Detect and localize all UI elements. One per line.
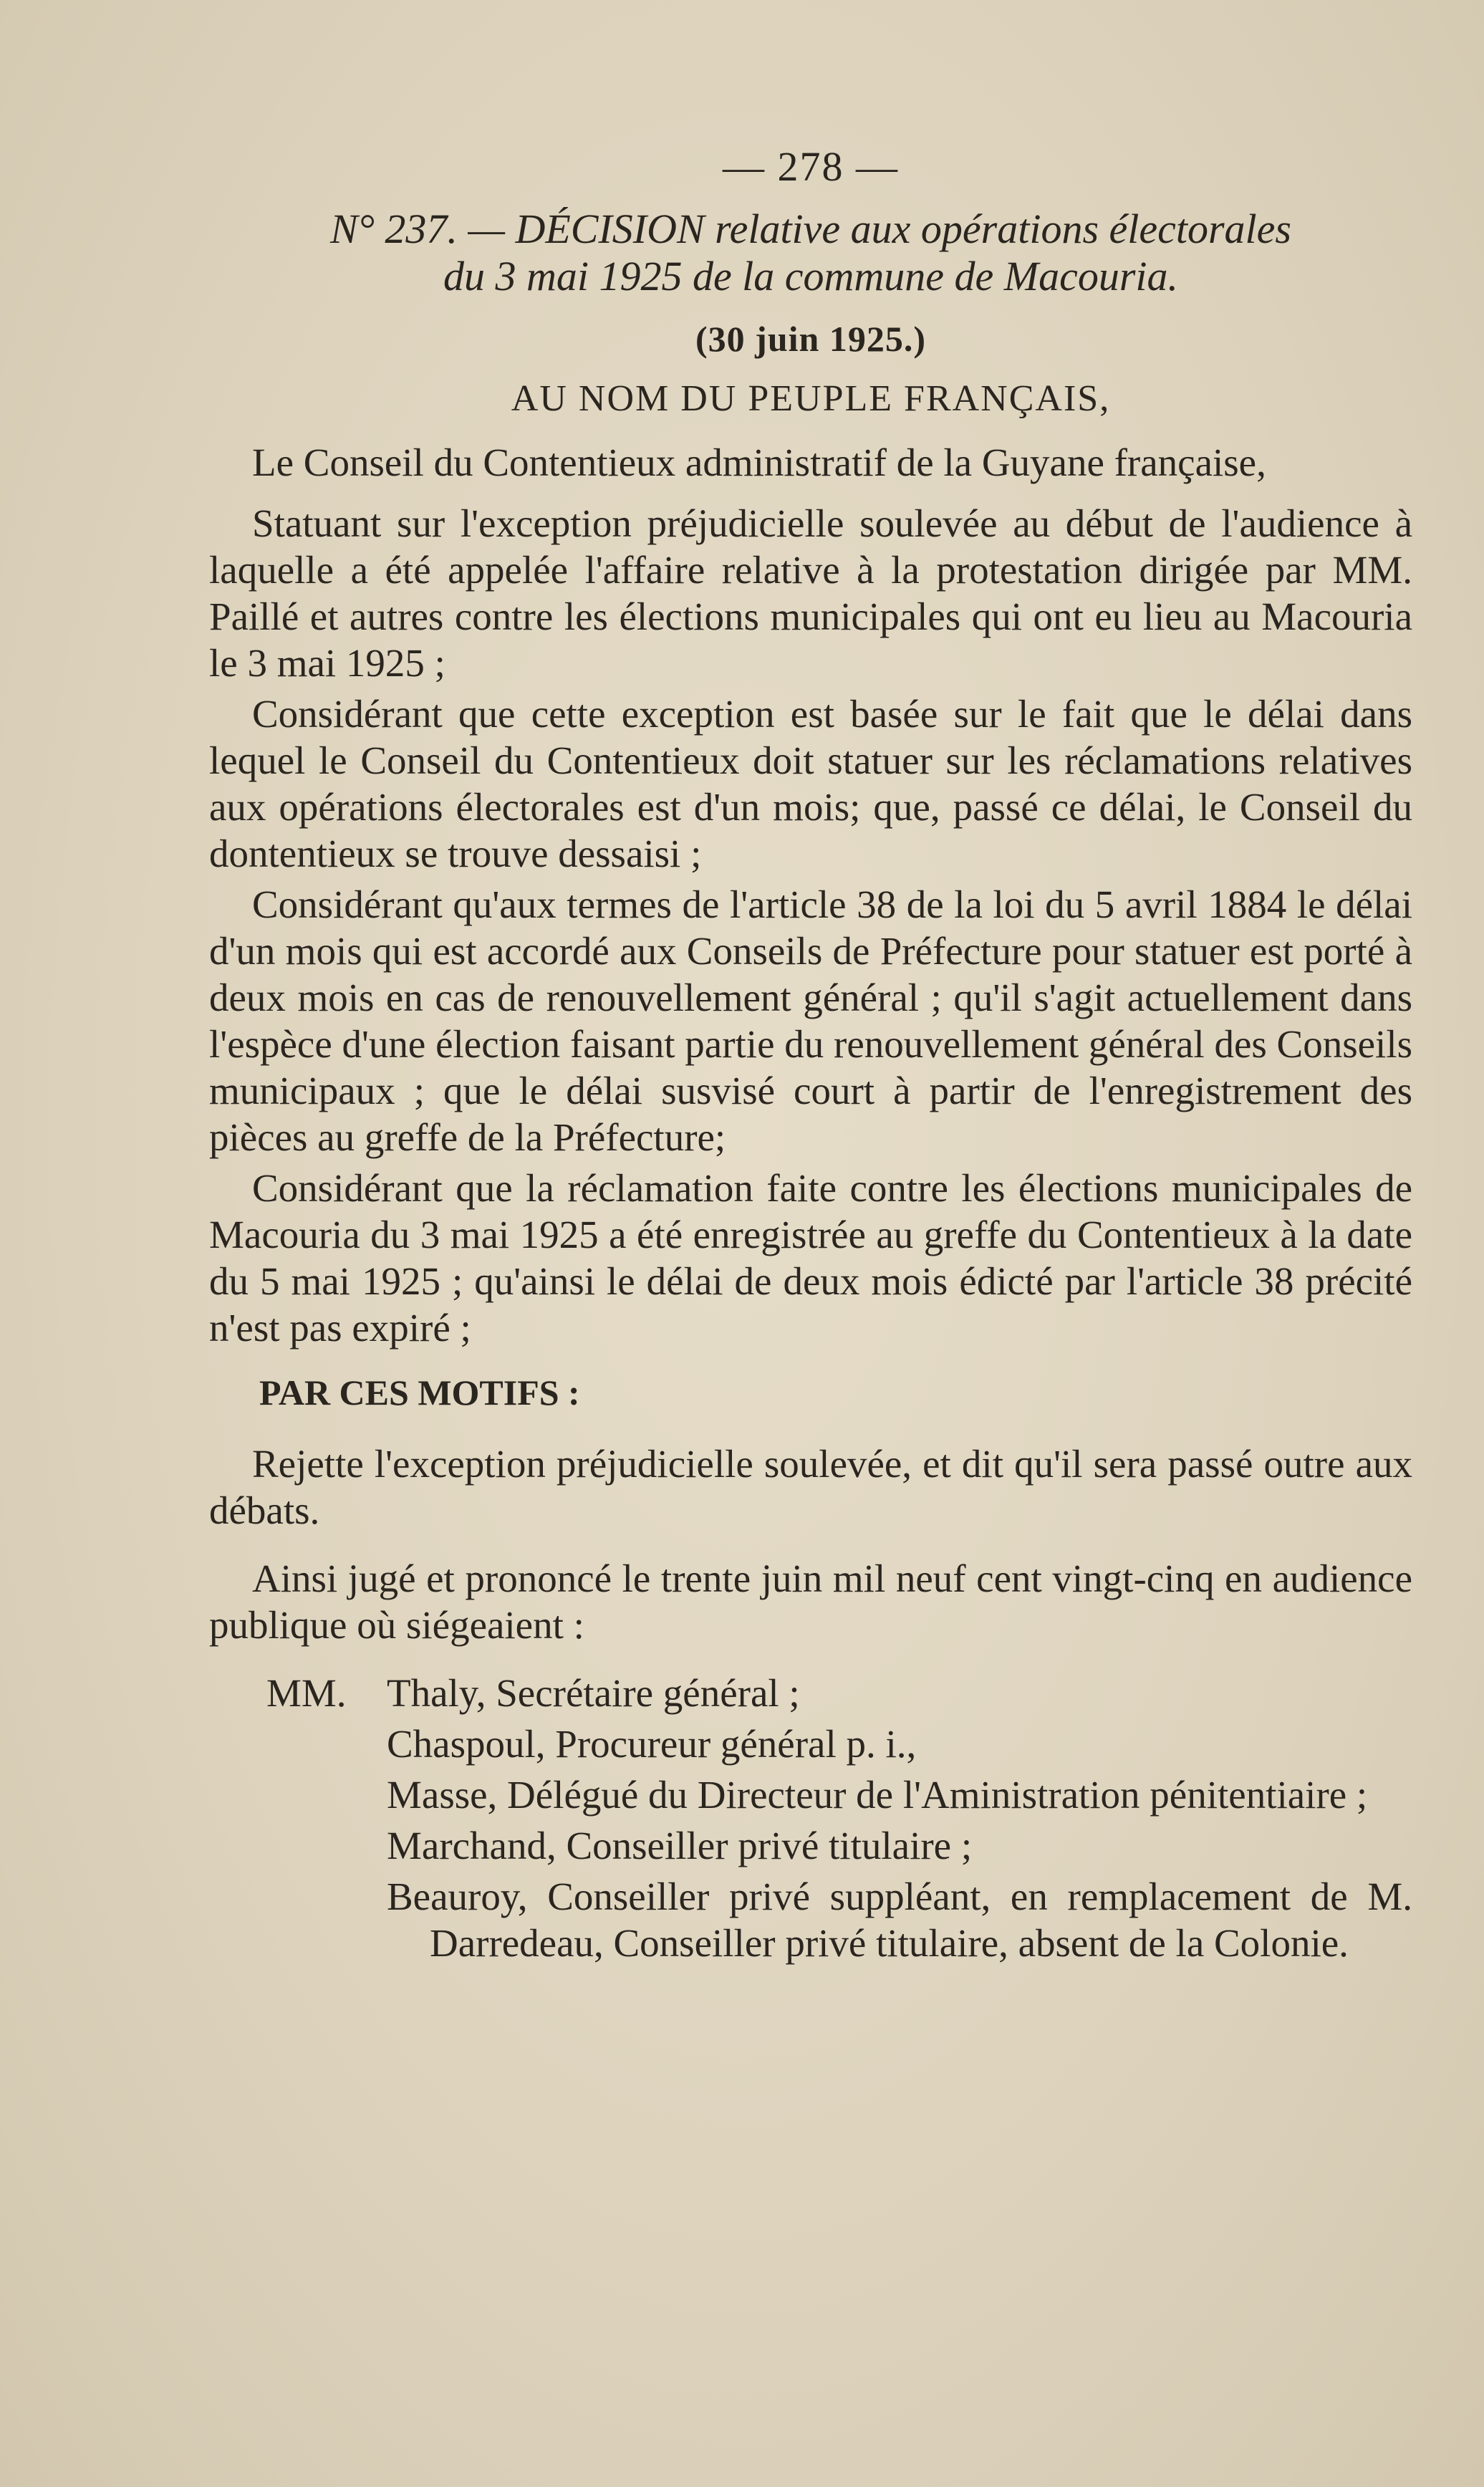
member-item: Thaly, Secrétaire général ; <box>387 1671 800 1715</box>
par-ces-motifs: PAR CES MOTIFS : <box>259 1372 580 1413</box>
paragraph-considerant-3: Considérant que la réclamation faite contre les élections municipales de Macouria du 3 mai 1925 a été enregistrée au greffe du Contentieux à la date du 5 mai 1925 ; qu'ainsi le délai de deux mois édicté par l'article 38 précité n'est pas expiré ; <box>209 1166 1412 1350</box>
heading-line-1: N° 237. — DÉCISION relative aux opérations électorales <box>330 206 1291 252</box>
intro-paragraph: Le Conseil du Contentieux administratif de la Guyane française, <box>252 441 1266 484</box>
decision-date: (30 juin 1925.) <box>695 319 926 359</box>
member-item: Chaspoul, Procureur général p. i., <box>387 1722 917 1766</box>
member-item: Masse, Délégué du Directeur de l'Aministration pénitentiaire ; <box>387 1773 1368 1817</box>
members-block <box>209 1670 1412 1971</box>
members-list <box>387 1670 1412 1971</box>
member-item: Marchand, Conseiller privé titulaire ; <box>387 1824 973 1867</box>
paragraph-considerant-1: Considérant que cette exception est basée sur le fait que le délai dans lequel le Conseil du Contentieux doit statuer sur les réclamations relatives aux opérations électorales est d'un mois; que, passé ce délai, le Conseil du dontentieux se trouve dessaisi ; <box>209 692 1412 875</box>
decision-paragraph: Rejette l'exception préjudicielle soulevée, et dit qu'il sera passé outre aux débats. <box>209 1442 1412 1532</box>
heading-line-2: du 3 mai 1925 de la commune de Macouria. <box>443 253 1179 299</box>
member-item: Beauroy, Conseiller privé suppléant, en remplacement de M. Darredeau, Conseiller privé titulaire, absent de la Colonie. <box>387 1875 1412 1965</box>
page-number: — 278 — <box>723 143 899 190</box>
paragraph-considerant-2: Considérant qu'aux termes de l'article 38 de la loi du 5 avril 1884 le délai d'un mois qui est accordé aux Conseils de Préfecture pour statuer est porté à deux mois en cas de renouvellement général ; qu'il s'agit actuellement dans l'espèce d'une élection faisant partie du renouvellement général des Conseils municipaux ; que le délai susvisé court à partir de l'enregistrement des pièces au greffe de la Préfecture; <box>209 882 1412 1159</box>
members-label: MM. <box>266 1671 347 1715</box>
paragraph-statuant: Statuant sur l'exception préjudicielle soulevée au début de l'audience à laquelle a été appelée l'affaire relative à la protestation dirigée par MM. Paillé et autres contre les élections municipales qui ont eu lieu au Macouria le 3 mai 1925 ; <box>209 501 1412 685</box>
banner-au-nom-du-peuple: AU NOM DU PEUPLE FRANÇAIS, <box>511 378 1111 419</box>
page-content <box>209 143 1412 1971</box>
closing-paragraph: Ainsi jugé et prononcé le trente juin mil neuf cent vingt-cinq en audience publique où siégeaient : <box>209 1557 1412 1647</box>
decision-heading <box>209 206 1412 300</box>
